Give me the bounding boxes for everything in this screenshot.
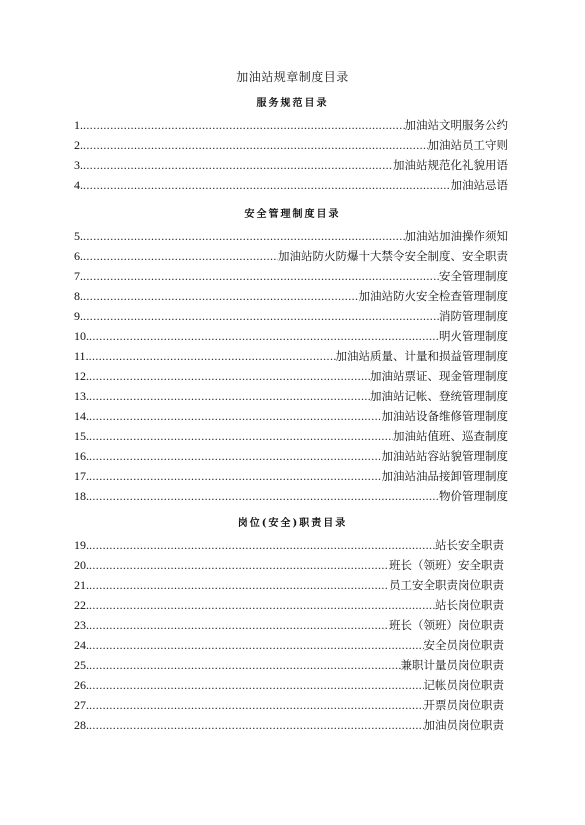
toc-entry[interactable] bbox=[74, 466, 508, 486]
toc-entry-number: 14 bbox=[74, 409, 86, 423]
toc-entry-title: 加油站忌语 bbox=[450, 178, 508, 192]
toc-entry-number: 4 bbox=[74, 178, 80, 192]
section-title-duty: 岗位(安全)职责目录 bbox=[237, 518, 348, 529]
toc-entry[interactable] bbox=[74, 615, 504, 635]
section-title-service: 服务规范目录 bbox=[256, 98, 329, 109]
toc-entry-number: 26 bbox=[74, 678, 86, 692]
section-title-safety: 安全管理制度目录 bbox=[244, 209, 341, 220]
toc-dot-leader bbox=[89, 655, 401, 675]
toc-entry-number: 15 bbox=[74, 429, 86, 443]
toc-entry-number-period: . bbox=[80, 138, 83, 152]
toc-entry[interactable] bbox=[74, 555, 504, 575]
toc-entry-number-period: . bbox=[86, 329, 89, 343]
document-title: 加油站规章制度目录 bbox=[236, 70, 349, 84]
toc-entry-number: 17 bbox=[74, 469, 86, 483]
toc-entry[interactable] bbox=[74, 655, 504, 675]
toc-dot-leader bbox=[83, 286, 359, 306]
toc-entry-number: 25 bbox=[74, 658, 86, 672]
toc-entry[interactable] bbox=[74, 715, 504, 735]
toc-entry-number: 10 bbox=[74, 329, 86, 343]
toc-entry-number: 9 bbox=[74, 309, 80, 323]
toc-dot-leader bbox=[89, 346, 336, 366]
toc-entry-number: 11 bbox=[74, 349, 86, 363]
toc-entry-title: 消防管理制度 bbox=[439, 309, 508, 323]
toc-entry[interactable] bbox=[74, 326, 508, 346]
toc-entry-number-period: . bbox=[86, 449, 89, 463]
toc-entry-title: 班长（领班）安全职责 bbox=[389, 558, 504, 572]
toc-entry-title: 站长岗位职责 bbox=[435, 598, 504, 612]
toc-dot-leader bbox=[89, 426, 393, 446]
toc-entry-number-period: . bbox=[86, 578, 89, 592]
toc-entry-number-period: . bbox=[86, 678, 89, 692]
toc-entry-title: 加油站设备维修管理制度 bbox=[381, 409, 508, 423]
toc-entry-title: 加油站油品接卸管理制度 bbox=[381, 469, 508, 483]
toc-dot-leader bbox=[89, 535, 435, 555]
toc-entry-number-period: . bbox=[86, 598, 89, 612]
toc-entry-number: 1 bbox=[74, 118, 80, 132]
toc-entry-number: 12 bbox=[74, 369, 86, 383]
toc-dot-leader bbox=[83, 266, 439, 286]
toc-entry[interactable] bbox=[74, 595, 504, 615]
toc-dot-leader bbox=[89, 486, 439, 506]
toc-entry[interactable] bbox=[74, 386, 508, 406]
toc-dot-leader bbox=[89, 366, 370, 386]
toc-entry[interactable] bbox=[74, 135, 508, 155]
toc-dot-leader bbox=[83, 226, 405, 246]
toc-entry[interactable] bbox=[74, 346, 508, 366]
toc-dot-leader bbox=[83, 175, 451, 195]
toc-entry-number-period: . bbox=[80, 229, 83, 243]
toc-entry-title: 加油站员工守则 bbox=[427, 138, 508, 152]
toc-entry-number-period: . bbox=[86, 409, 89, 423]
toc-entry-title: 班长（领班）岗位职责 bbox=[389, 618, 504, 632]
toc-entry-number: 24 bbox=[74, 638, 86, 652]
toc-entry[interactable] bbox=[74, 486, 508, 506]
toc-entry-title: 记帐员岗位职责 bbox=[423, 678, 504, 692]
toc-entry-number-period: . bbox=[80, 249, 83, 263]
toc-entry-title: 加油站文明服务公约 bbox=[404, 118, 508, 132]
toc-entry-number: 8 bbox=[74, 289, 80, 303]
toc-entry-number-period: . bbox=[86, 489, 89, 503]
toc-entry-number-period: . bbox=[86, 558, 89, 572]
toc-entry-title: 加油站记帐、登统管理制度 bbox=[370, 389, 508, 403]
toc-dot-leader bbox=[83, 155, 393, 175]
toc-entry-number: 22 bbox=[74, 598, 86, 612]
toc-entry-number: 7 bbox=[74, 269, 80, 283]
toc-entry[interactable] bbox=[74, 306, 508, 326]
toc-entry-number-period: . bbox=[86, 389, 89, 403]
toc-entry[interactable] bbox=[74, 535, 504, 555]
toc-entry-number-period: . bbox=[85, 349, 89, 363]
toc-entry-title: 加油站加油操作须知 bbox=[404, 229, 508, 243]
toc-entry[interactable] bbox=[74, 675, 504, 695]
toc-entry[interactable] bbox=[74, 446, 508, 466]
toc-dot-leader bbox=[89, 555, 389, 575]
toc-entry-title: 加油员岗位职责 bbox=[423, 718, 504, 732]
toc-list-duty bbox=[74, 535, 504, 735]
toc-entry-number: 16 bbox=[74, 449, 86, 463]
toc-entry[interactable] bbox=[74, 575, 504, 595]
toc-entry-number-period: . bbox=[86, 429, 89, 443]
toc-entry-title: 安全员岗位职责 bbox=[423, 638, 504, 652]
toc-dot-leader bbox=[83, 246, 278, 266]
toc-dot-leader bbox=[83, 115, 405, 135]
toc-dot-leader bbox=[89, 615, 389, 635]
toc-entry[interactable] bbox=[74, 246, 508, 266]
toc-entry-number-period: . bbox=[80, 118, 83, 132]
toc-dot-leader bbox=[89, 695, 424, 715]
toc-entry-title: 物价管理制度 bbox=[439, 489, 508, 503]
toc-entry-number: 27 bbox=[74, 698, 86, 712]
toc-entry[interactable] bbox=[74, 286, 508, 306]
toc-entry-title: 加油站防火防爆十大禁令安全制度、安全职责 bbox=[278, 249, 508, 263]
toc-entry-number-period: . bbox=[80, 289, 83, 303]
toc-entry-number: 13 bbox=[74, 389, 86, 403]
toc-entry-title: 加油站质量、计量和损益管理制度 bbox=[335, 349, 508, 363]
toc-entry-number: 18 bbox=[74, 489, 86, 503]
toc-entry-title: 开票员岗位职责 bbox=[423, 698, 504, 712]
toc-entry-number-period: . bbox=[80, 269, 83, 283]
toc-dot-leader bbox=[89, 326, 439, 346]
toc-entry-number: 20 bbox=[74, 558, 86, 572]
toc-dot-leader bbox=[83, 306, 439, 326]
toc-entry-title: 加油站站容站貌管理制度 bbox=[381, 449, 508, 463]
toc-entry-number: 2 bbox=[74, 138, 80, 152]
toc-entry[interactable] bbox=[74, 266, 508, 286]
toc-entry-title: 加油站值班、巡查制度 bbox=[393, 429, 508, 443]
toc-dot-leader bbox=[83, 135, 428, 155]
toc-entry-title: 明火管理制度 bbox=[439, 329, 508, 343]
toc-entry[interactable] bbox=[74, 426, 508, 446]
toc-entry-title: 加油站防火安全检查管理制度 bbox=[358, 289, 508, 303]
toc-entry-number-period: . bbox=[86, 369, 89, 383]
toc-entry[interactable] bbox=[74, 406, 508, 426]
toc-entry[interactable] bbox=[74, 226, 508, 246]
toc-entry-number-period: . bbox=[80, 309, 83, 323]
toc-dot-leader bbox=[89, 635, 424, 655]
toc-entry[interactable] bbox=[74, 155, 508, 175]
toc-entry-number-period: . bbox=[86, 538, 89, 552]
toc-dot-leader bbox=[89, 675, 424, 695]
toc-dot-leader bbox=[89, 406, 382, 426]
toc-entry-number-period: . bbox=[86, 718, 89, 732]
toc-entry-number-period: . bbox=[86, 618, 89, 632]
toc-entry-number: 19 bbox=[74, 538, 86, 552]
toc-entry-title: 兼职计量员岗位职责 bbox=[400, 658, 504, 672]
toc-entry[interactable] bbox=[74, 115, 508, 135]
toc-entry-number-period: . bbox=[86, 698, 89, 712]
toc-entry-number-period: . bbox=[86, 638, 89, 652]
toc-entry[interactable] bbox=[74, 366, 508, 386]
toc-entry-number: 28 bbox=[74, 718, 86, 732]
toc-entry[interactable] bbox=[74, 635, 504, 655]
toc-entry-title: 站长安全职责 bbox=[435, 538, 504, 552]
toc-entry-number: 6 bbox=[74, 249, 80, 263]
toc-list-safety bbox=[74, 226, 508, 506]
toc-entry-title: 员工安全职责岗位职责 bbox=[389, 578, 504, 592]
toc-dot-leader bbox=[89, 446, 382, 466]
toc-entry-number-period: . bbox=[80, 158, 83, 172]
toc-entry-title: 安全管理制度 bbox=[439, 269, 508, 283]
toc-entry-title: 加油站规范化礼貌用语 bbox=[393, 158, 508, 172]
toc-entry-number: 3 bbox=[74, 158, 80, 172]
toc-entry[interactable] bbox=[74, 175, 508, 195]
toc-entry-number-period: . bbox=[86, 658, 89, 672]
toc-entry-title: 加油站票证、现金管理制度 bbox=[370, 369, 508, 383]
toc-dot-leader bbox=[89, 466, 382, 486]
toc-entry-number: 23 bbox=[74, 618, 86, 632]
toc-dot-leader bbox=[89, 595, 435, 615]
toc-entry[interactable] bbox=[74, 695, 504, 715]
toc-dot-leader bbox=[89, 575, 389, 595]
toc-list-service bbox=[74, 115, 508, 195]
toc-dot-leader bbox=[89, 386, 370, 406]
toc-entry-number: 5 bbox=[74, 229, 80, 243]
toc-entry-number: 21 bbox=[74, 578, 86, 592]
toc-dot-leader bbox=[89, 715, 424, 735]
toc-entry-number-period: . bbox=[86, 469, 89, 483]
toc-entry-number-period: . bbox=[80, 178, 83, 192]
